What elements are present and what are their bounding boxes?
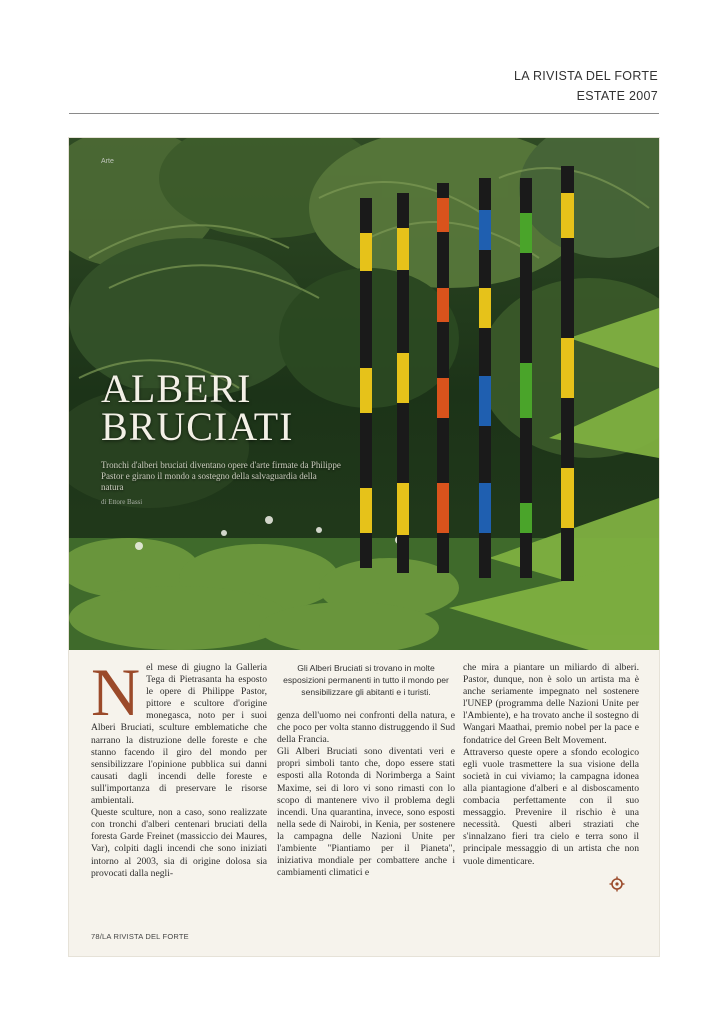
issue-label: ESTATE 2007 [576,89,658,103]
publication-name: LA RIVISTA DEL FORTE [513,69,658,83]
header-divider [69,113,659,114]
title-line-1: ALBERI [101,366,252,411]
article-byline: di Ettore Bassi [101,498,143,506]
magazine-header [514,66,658,106]
section-tag: Arte [101,158,114,165]
paragraph: Attraverso queste opere a sfondo ecologico egli vuole trasmettere la sua visione della società in cui viviamo; la campagna idonea alla piantagione d'alberi e al disboscamento combacia perfettamente con il suo messaggio. Prevenire il rischio è una necessità. Questi alberi straziati che s'innalzano fieri tra cielo e terra sono il principale messaggio di un artista che non vuole dimenticare. [463,746,639,867]
article-photo [69,138,659,650]
paragraph: genza dell'uomo nei confronti della natura, e che poco per volta stanno distruggendo il Sud della Francia. [277,710,455,746]
dropcap: N [91,654,141,730]
text-column-1 [91,654,267,880]
paragraph: Queste sculture, non a caso, sono realizzate con tronchi d'alberi centenari bruciati della foresta Garde Freinet (massiccio dei Maures, Var), colpiti dagli incendi che sono iniziati intorno al 2003, sia di origine dolosa sia provocati dalla negli- [91,807,267,879]
article-title [101,366,294,449]
text-column-3 [463,662,639,868]
article-text [69,650,659,956]
article-subtitle: Tronchi d'alberi bruciati diventano opere d'arte firmate da Philippe Pastor e girano il mondo a sostegno della salvaguardia della natura [101,460,341,492]
paragraph: che mira a piantare un miliardo di alberi. Pastor, dunque, non è solo un artista ma è anche seriamente impegnato nel sostenere l'UNEP (programma delle Nazioni Unite per l'Ambiente), e ha trovato anche il sostegno di Wangari Maathai, premio nobel per la pace e fondatrice del Green Belt Movement. [463,662,639,746]
paragraph: Gli Alberi Bruciati sono diventati veri e propri simboli tanto che, dopo essere stati esposti alla Rotonda di Norimberga a Saint Maxime, sei di loro vi sono rimasti con lo scopo di mantenere vivo il problema degli incendi. Una quarantina, invece, sono esposti nella sede di Nairobi, in Kenia, per sostenere la campagna delle Nazioni Unite per l'ambiente "Piantiamo per il Pianeta", iniziativa mondiale per combattere anche i cambiamenti climatici e [277,746,455,879]
magazine-page-scan [69,138,659,956]
page-folio: 78/LA RIVISTA DEL FORTE [91,932,189,941]
pull-quote: Gli Alberi Bruciati si trovano in molte esposizioni permanenti in tutto il mondo per sensibilizzare gli abitanti e i turisti. [283,663,449,697]
end-ornament-icon [609,876,625,892]
text-column-2 [277,662,455,879]
paragraph: el mese di giugno la Galleria Tega di Pietrasanta ha esposto le opere di Philippe Pastor, pittore e scultore d'origine monegasca, noto per i suoi Alberi Bruciati, sculture emblematiche che narrano la distruzione delle foreste e che stanno facendo il giro del mondo per sensibilizzare l'opinione pubblica sui danni causati dagli incendi delle foreste e sull'importanza di preservare le risorse ambientali. [91,662,267,807]
title-line-2: BRUCIATI [101,404,294,449]
